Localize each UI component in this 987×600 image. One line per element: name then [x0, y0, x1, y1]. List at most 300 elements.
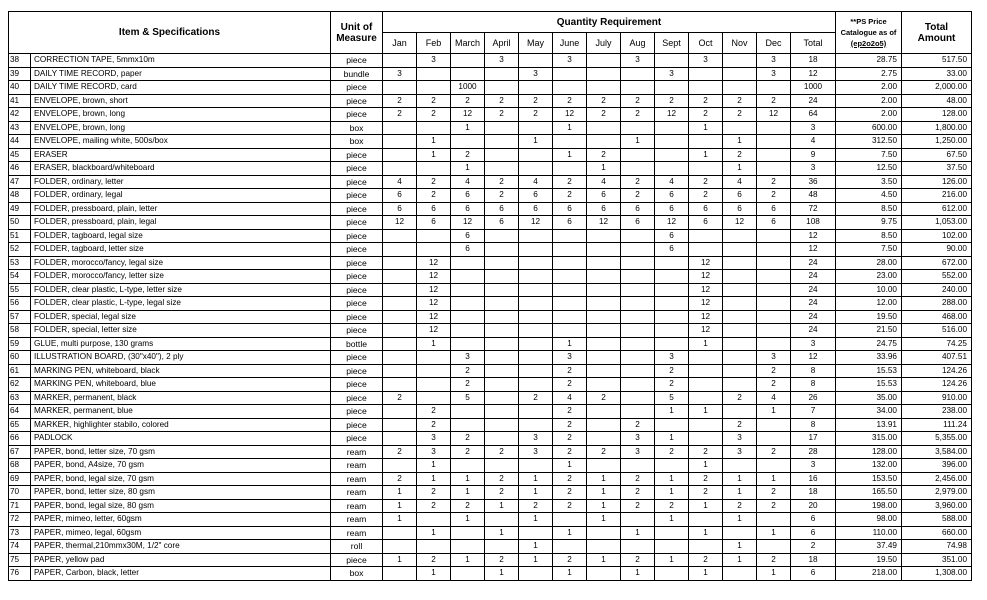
unit-price: 9.75: [836, 216, 902, 230]
qty-cell: 2: [723, 391, 757, 405]
qty-cell: [621, 310, 655, 324]
qty-cell: [553, 81, 587, 95]
qty-cell: 1: [757, 405, 791, 419]
qty-cell: [655, 297, 689, 311]
qty-cell: 2: [689, 189, 723, 203]
qty-cell: [553, 67, 587, 81]
qty-cell: 2: [451, 445, 485, 459]
qty-cell: 6: [655, 229, 689, 243]
table-row: [9, 418, 972, 432]
row-number: 45: [9, 148, 31, 162]
qty-cell: 3: [553, 351, 587, 365]
qty-cell: [553, 540, 587, 554]
unit-of-measure: piece: [331, 270, 383, 284]
qty-cell: 1: [621, 526, 655, 540]
qty-cell: 6: [587, 202, 621, 216]
qty-cell: [383, 526, 417, 540]
qty-cell: [451, 337, 485, 351]
qty-cell: 3: [723, 445, 757, 459]
item-spec: PADLOCK: [31, 432, 331, 446]
qty-cell: 2: [553, 432, 587, 446]
qty-cell: [553, 243, 587, 257]
unit-price: 34.00: [836, 405, 902, 419]
qty-cell: 2: [553, 499, 587, 513]
unit-price: 33.96: [836, 351, 902, 365]
qty-cell: [451, 135, 485, 149]
qty-cell: [519, 297, 553, 311]
item-spec: MARKING PEN, whiteboard, blue: [31, 378, 331, 392]
qty-cell: 2: [621, 94, 655, 108]
qty-cell: 6: [621, 216, 655, 230]
qty-cell: 6: [689, 216, 723, 230]
qty-cell: [621, 459, 655, 473]
qty-cell: [621, 378, 655, 392]
item-spec: FOLDER, pressboard, plain, legal: [31, 216, 331, 230]
total-amount: 74.25: [902, 337, 972, 351]
qty-total: 4: [791, 135, 836, 149]
qty-cell: [519, 526, 553, 540]
qty-cell: 2: [587, 391, 621, 405]
qty-cell: [519, 148, 553, 162]
qty-cell: 1: [587, 472, 621, 486]
qty-cell: [655, 121, 689, 135]
total-amount: 102.00: [902, 229, 972, 243]
qty-cell: 3: [519, 432, 553, 446]
qty-cell: [723, 324, 757, 338]
qty-cell: [519, 229, 553, 243]
qty-cell: 2: [757, 553, 791, 567]
qty-cell: 2: [757, 175, 791, 189]
table-row: [9, 337, 972, 351]
qty-cell: [621, 391, 655, 405]
qty-cell: 1: [553, 526, 587, 540]
total-amount: 288.00: [902, 297, 972, 311]
total-amount: 1,250.00: [902, 135, 972, 149]
qty-cell: [689, 229, 723, 243]
qty-total: 18: [791, 553, 836, 567]
qty-cell: 2: [553, 405, 587, 419]
qty-cell: 1: [451, 121, 485, 135]
qty-cell: [553, 270, 587, 284]
unit-of-measure: piece: [331, 243, 383, 257]
unit-of-measure: piece: [331, 175, 383, 189]
qty-cell: [485, 283, 519, 297]
qty-cell: [417, 121, 451, 135]
unit-of-measure: ream: [331, 472, 383, 486]
qty-cell: [689, 243, 723, 257]
row-number: 57: [9, 310, 31, 324]
qty-cell: [553, 297, 587, 311]
table-row: [9, 405, 972, 419]
item-spec-header: Item & Specifications: [9, 12, 331, 54]
qty-cell: 3: [553, 54, 587, 68]
qty-cell: 1: [587, 499, 621, 513]
qty-cell: 2: [757, 445, 791, 459]
total-amount: 74.98: [902, 540, 972, 554]
qty-total: 8: [791, 378, 836, 392]
qty-cell: 2: [553, 189, 587, 203]
qty-cell: 2: [723, 94, 757, 108]
qty-cell: 1: [689, 337, 723, 351]
row-number: 58: [9, 324, 31, 338]
qty-total: 9: [791, 148, 836, 162]
qty-cell: [689, 391, 723, 405]
qty-cell: 1: [723, 540, 757, 554]
total-amount: 216.00: [902, 189, 972, 203]
price-header-line3: (ep2o2o5): [850, 39, 887, 48]
qty-total: 26: [791, 391, 836, 405]
qty-cell: 1: [587, 513, 621, 527]
unit-price: 12.00: [836, 297, 902, 311]
qty-cell: 2: [485, 472, 519, 486]
qty-cell: [757, 540, 791, 554]
qty-cell: [655, 324, 689, 338]
qty-cell: 3: [621, 432, 655, 446]
qty-cell: [587, 256, 621, 270]
qty-cell: [383, 54, 417, 68]
row-number: 71: [9, 499, 31, 513]
qty-cell: 12: [757, 108, 791, 122]
unit-of-measure: piece: [331, 297, 383, 311]
row-number: 59: [9, 337, 31, 351]
qty-cell: [485, 513, 519, 527]
qty-cell: [757, 459, 791, 473]
table-row: [9, 229, 972, 243]
qty-total: 12: [791, 243, 836, 257]
qty-cell: 12: [451, 108, 485, 122]
qty-cell: 2: [451, 364, 485, 378]
table-row: [9, 270, 972, 284]
qty-cell: [417, 513, 451, 527]
qty-cell: [723, 310, 757, 324]
qty-total: 64: [791, 108, 836, 122]
qty-cell: 6: [655, 243, 689, 257]
qty-cell: 1: [587, 553, 621, 567]
qty-cell: [689, 351, 723, 365]
qty-cell: [689, 378, 723, 392]
table-row: [9, 553, 972, 567]
total-amount: 67.50: [902, 148, 972, 162]
qty-total: 12: [791, 351, 836, 365]
row-number: 72: [9, 513, 31, 527]
qty-cell: [655, 81, 689, 95]
row-number: 40: [9, 81, 31, 95]
qty-cell: [519, 459, 553, 473]
table-row: [9, 310, 972, 324]
qty-cell: [757, 121, 791, 135]
qty-cell: [723, 229, 757, 243]
qty-cell: [383, 135, 417, 149]
total-amount: 126.00: [902, 175, 972, 189]
qty-total: 3: [791, 121, 836, 135]
month-header: April: [485, 33, 519, 54]
qty-cell: [655, 526, 689, 540]
qty-cell: [621, 405, 655, 419]
unit-header: [331, 12, 383, 54]
item-spec: FOLDER, pressboard, plain, letter: [31, 202, 331, 216]
table-row: [9, 445, 972, 459]
qty-cell: 2: [757, 486, 791, 500]
qty-cell: 2: [417, 189, 451, 203]
qty-cell: 1: [519, 540, 553, 554]
item-spec: PAPER, bond, legal size, 70 gsm: [31, 472, 331, 486]
unit-of-measure: piece: [331, 391, 383, 405]
row-number: 76: [9, 567, 31, 581]
table-row: [9, 283, 972, 297]
qty-cell: 1: [519, 472, 553, 486]
item-spec: ILLUSTRATION BOARD, (30"x40"), 2 ply: [31, 351, 331, 365]
qty-cell: 1: [417, 472, 451, 486]
total-amount: 124.26: [902, 364, 972, 378]
qty-cell: [655, 310, 689, 324]
total-amount: 516.00: [902, 324, 972, 338]
total-amount-line1: Total: [924, 21, 949, 33]
qty-cell: [689, 364, 723, 378]
qty-cell: [757, 148, 791, 162]
qty-cell: 3: [621, 445, 655, 459]
qty-cell: [519, 364, 553, 378]
qty-cell: [587, 351, 621, 365]
row-number: 39: [9, 67, 31, 81]
qty-cell: 1: [689, 121, 723, 135]
qty-cell: 12: [655, 108, 689, 122]
qty-cell: [621, 256, 655, 270]
qty-cell: 12: [417, 310, 451, 324]
row-number: 69: [9, 472, 31, 486]
qty-cell: 2: [519, 499, 553, 513]
qty-cell: [417, 378, 451, 392]
qty-cell: 6: [417, 202, 451, 216]
item-spec: FOLDER, tagboard, legal size: [31, 229, 331, 243]
total-amount: 552.00: [902, 270, 972, 284]
qty-cell: [451, 283, 485, 297]
total-amount: 612.00: [902, 202, 972, 216]
row-number: 53: [9, 256, 31, 270]
item-spec: CORRECTION TAPE, 5mmx10m: [31, 54, 331, 68]
qty-cell: 2: [451, 378, 485, 392]
qty-cell: [553, 135, 587, 149]
qty-cell: [519, 567, 553, 581]
qty-cell: [451, 270, 485, 284]
unit-price: 2.00: [836, 108, 902, 122]
qty-total: 48: [791, 189, 836, 203]
qty-cell: [757, 432, 791, 446]
item-spec: GLUE, multi purpose, 130 grams: [31, 337, 331, 351]
qty-cell: [587, 54, 621, 68]
qty-cell: [757, 243, 791, 257]
unit-of-measure: piece: [331, 324, 383, 338]
qty-cell: 3: [655, 351, 689, 365]
qty-cell: 2: [383, 472, 417, 486]
qty-cell: 2: [485, 486, 519, 500]
qty-cell: 6: [451, 189, 485, 203]
unit-of-measure: ream: [331, 459, 383, 473]
qty-cell: 1: [723, 553, 757, 567]
qty-cell: 3: [383, 67, 417, 81]
qty-total: 2: [791, 540, 836, 554]
qty-cell: [451, 324, 485, 338]
qty-cell: 12: [655, 216, 689, 230]
qty-cell: 1: [689, 459, 723, 473]
qty-cell: [485, 391, 519, 405]
qty-total: 20: [791, 499, 836, 513]
qty-cell: 2: [417, 94, 451, 108]
qty-cell: 2: [621, 472, 655, 486]
qty-cell: 6: [451, 202, 485, 216]
qty-cell: [621, 283, 655, 297]
qty-cell: [383, 243, 417, 257]
unit-of-measure: piece: [331, 310, 383, 324]
qty-cell: [723, 243, 757, 257]
qty-cell: 1: [383, 553, 417, 567]
qty-total: 1000: [791, 81, 836, 95]
unit-of-measure: piece: [331, 405, 383, 419]
unit-price: 153.50: [836, 472, 902, 486]
qty-cell: 6: [485, 216, 519, 230]
unit-price: 165.50: [836, 486, 902, 500]
item-spec: PAPER, mimeo, legal, 60gsm: [31, 526, 331, 540]
row-number: 73: [9, 526, 31, 540]
qty-cell: 2: [519, 94, 553, 108]
qty-cell: 1: [757, 567, 791, 581]
total-amount: 468.00: [902, 310, 972, 324]
unit-price: 19.50: [836, 553, 902, 567]
table-row: [9, 567, 972, 581]
qty-cell: 2: [757, 364, 791, 378]
qty-cell: 1000: [451, 81, 485, 95]
qty-total: 3: [791, 162, 836, 176]
month-header: March: [451, 33, 485, 54]
qty-cell: [757, 283, 791, 297]
unit-of-measure: piece: [331, 202, 383, 216]
item-spec: FOLDER, clear plastic, L-type, letter size: [31, 283, 331, 297]
qty-cell: [451, 540, 485, 554]
unit-price: 110.00: [836, 526, 902, 540]
qty-cell: [587, 81, 621, 95]
qty-cell: 1: [689, 499, 723, 513]
total-amount-line2: Amount: [917, 32, 956, 44]
qty-cell: 1: [655, 513, 689, 527]
total-amount: 1,053.00: [902, 216, 972, 230]
unit-of-measure: piece: [331, 148, 383, 162]
qty-cell: [451, 418, 485, 432]
qty-cell: [587, 243, 621, 257]
qty-cell: 2: [723, 148, 757, 162]
qty-cell: [621, 351, 655, 365]
qty-cell: [417, 243, 451, 257]
qty-cell: [723, 351, 757, 365]
item-spec: ENVELOPE, brown, short: [31, 94, 331, 108]
qty-cell: [655, 337, 689, 351]
qty-cell: 2: [587, 94, 621, 108]
qty-total: 28: [791, 445, 836, 459]
qty-cell: [485, 81, 519, 95]
qty-cell: [757, 256, 791, 270]
qty-cell: 1: [451, 513, 485, 527]
unit-price: 13.91: [836, 418, 902, 432]
qty-total: 108: [791, 216, 836, 230]
qty-cell: 1: [757, 526, 791, 540]
qty-cell: 6: [519, 189, 553, 203]
row-number: 38: [9, 54, 31, 68]
item-spec: DAILY TIME RECORD, paper: [31, 67, 331, 81]
table-row: [9, 54, 972, 68]
table-row: [9, 540, 972, 554]
qty-cell: 1: [655, 486, 689, 500]
qty-cell: [655, 459, 689, 473]
qty-cell: 2: [553, 94, 587, 108]
total-amount: 2,456.00: [902, 472, 972, 486]
unit-of-measure: piece: [331, 351, 383, 365]
row-number: 41: [9, 94, 31, 108]
row-number: 55: [9, 283, 31, 297]
qty-total: 16: [791, 472, 836, 486]
item-spec: PAPER, yellow pad: [31, 553, 331, 567]
table-row: [9, 472, 972, 486]
qty-cell: [519, 337, 553, 351]
qty-cell: 6: [553, 202, 587, 216]
qty-cell: [553, 283, 587, 297]
qty-cell: [655, 418, 689, 432]
qty-total: 8: [791, 364, 836, 378]
qty-total: 18: [791, 486, 836, 500]
qty-cell: [587, 270, 621, 284]
qty-cell: 2: [553, 472, 587, 486]
total-amount: 124.26: [902, 378, 972, 392]
total-amount: 1,800.00: [902, 121, 972, 135]
qty-cell: [587, 135, 621, 149]
qty-cell: 2: [519, 391, 553, 405]
month-header: June: [553, 33, 587, 54]
qty-cell: 6: [655, 202, 689, 216]
qty-cell: 1: [451, 553, 485, 567]
qty-cell: [485, 135, 519, 149]
qty-cell: 1: [689, 148, 723, 162]
qty-cell: 1: [417, 526, 451, 540]
qty-cell: [383, 567, 417, 581]
unit-of-measure: ream: [331, 513, 383, 527]
qty-total: 12: [791, 229, 836, 243]
table-row: [9, 256, 972, 270]
qty-cell: 6: [485, 202, 519, 216]
qty-cell: 1: [485, 499, 519, 513]
qty-cell: 1: [485, 567, 519, 581]
qty-cell: 1: [519, 486, 553, 500]
qty-cell: [655, 540, 689, 554]
total-amount: 240.00: [902, 283, 972, 297]
month-header: Jan: [383, 33, 417, 54]
unit-price: 28.00: [836, 256, 902, 270]
requirements-table: [8, 11, 972, 581]
table-row: [9, 378, 972, 392]
qty-cell: 12: [587, 216, 621, 230]
qty-cell: [757, 270, 791, 284]
row-number: 56: [9, 297, 31, 311]
qty-cell: 2: [383, 445, 417, 459]
item-spec: ENVELOPE, brown, long: [31, 121, 331, 135]
unit-price: 132.00: [836, 459, 902, 473]
unit-of-measure: ream: [331, 499, 383, 513]
qty-cell: 2: [689, 94, 723, 108]
item-spec: ENVELOPE, brown, long: [31, 108, 331, 122]
item-spec: ENVELOPE, mailing white, 500s/box: [31, 135, 331, 149]
item-spec: FOLDER, tagboard, letter size: [31, 243, 331, 257]
unit-of-measure: piece: [331, 216, 383, 230]
qty-cell: 2: [553, 418, 587, 432]
qty-cell: [621, 148, 655, 162]
qty-total: 24: [791, 283, 836, 297]
qty-cell: 2: [587, 148, 621, 162]
